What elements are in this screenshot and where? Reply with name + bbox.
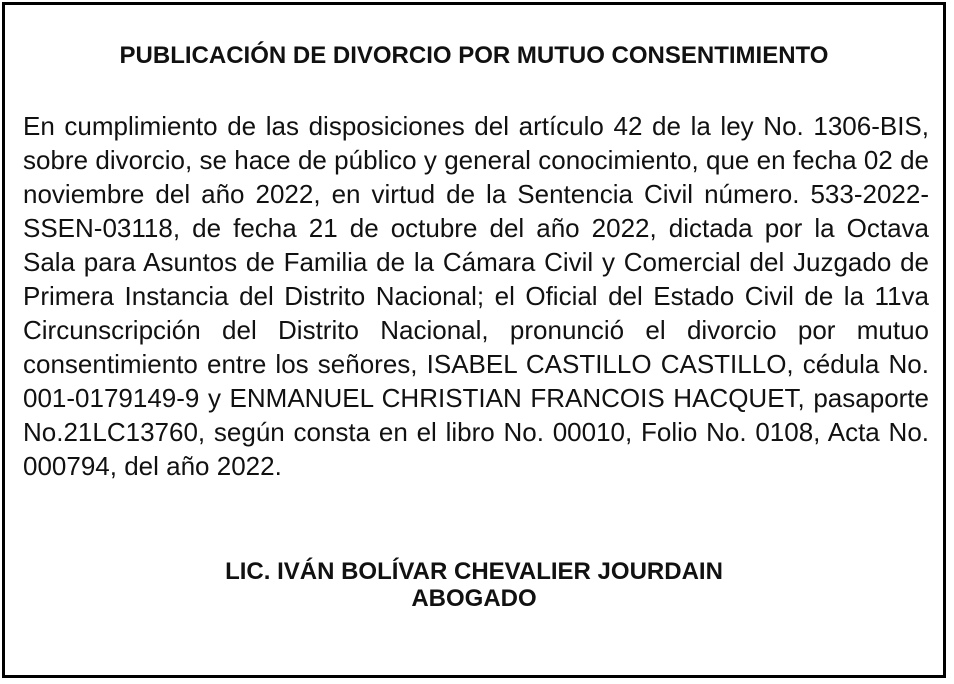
signer-name: LIC. IVÁN BOLÍVAR CHEVALIER JOURDAIN bbox=[225, 558, 723, 585]
notice-title: PUBLICACIÓN DE DIVORCIO POR MUTUO CONSENTIMIENTO bbox=[119, 42, 829, 69]
legal-notice bbox=[2, 2, 946, 678]
signer-role: ABOGADO bbox=[411, 585, 537, 612]
signature-block bbox=[5, 558, 943, 612]
notice-body: En cumplimiento de las disposiciones del artículo 42 de la ley No. 1306-BIS, sobre divorcio, se hace de público y general conocimiento, que en fecha 02 de noviembre del año 2022, en virtud de la Sentencia Civil número. 533-2022-SSEN-03118, de fecha 21 de octubre del año 2022, dictada por la Octava Sala para Asuntos de Familia de la Cámara Civil y Comercial del Juzgado de Primera Instancia del Distrito Nacional; el Oficial del Estado Civil de la 11va Circunscripción del Distrito Nacional, pronunció el divorcio por mutuo consentimiento entre los señores, ISABEL CASTILLO CASTILLO, cédula No. 001-0179149-9 y ENMANUEL CHRISTIAN FRANCOIS HACQUET, pasaporte No.21LC13760, según consta en el libro No. 00010, Folio No. 0108, Acta No. 000794, del año 2022. bbox=[23, 111, 929, 481]
